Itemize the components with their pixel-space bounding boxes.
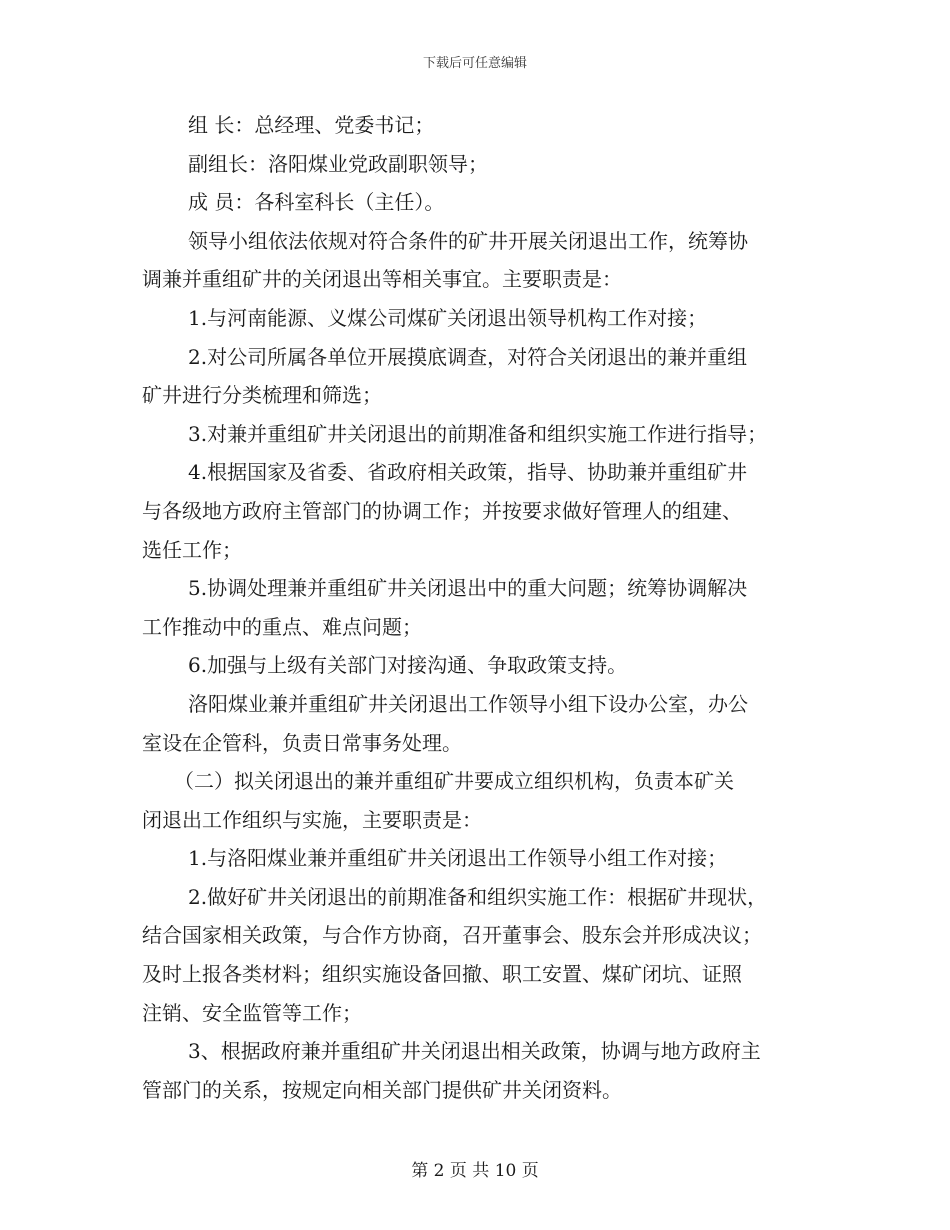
text-line: 领导小组依法依规对符合条件的矿井开展关闭退出工作，统筹协 — [188, 228, 748, 253]
text-line: 5.协调处理兼并重组矿井关闭退出中的重大问题；统筹协调解决 — [188, 576, 748, 601]
text-line: 调兼并重组矿井的关闭退出等相关事宜。主要职责是： — [142, 267, 622, 292]
text-line: 3.对兼并重组矿井关闭退出的前期准备和组织实施工作进行指导； — [188, 421, 768, 446]
text-line: 闭退出工作组织与实施，主要职责是： — [142, 807, 482, 832]
text-line: 成 员：各科室科长（主任）。 — [188, 190, 445, 215]
text-line: 2.对公司所属各单位开展摸底调查，对符合关闭退出的兼并重组 — [188, 344, 748, 369]
text-line: 3、根据政府兼并重组矿井关闭退出相关政策，协调与地方政府主 — [188, 1039, 761, 1064]
text-line: 室设在企管科，负责日常事务处理。 — [142, 730, 462, 755]
text-line: 工作推动中的重点、难点问题； — [142, 614, 422, 639]
text-line: 洛阳煤业兼并重组矿井关闭退出工作领导小组下设办公室，办公 — [188, 691, 748, 716]
text-line: 副组长：洛阳煤业党政副职领导； — [188, 151, 488, 176]
document-body — [142, 106, 814, 1109]
text-line: 1.与河南能源、义煤公司煤矿关闭退出领导机构工作对接； — [188, 305, 708, 330]
page-header: 下载后可任意编辑 — [422, 56, 527, 71]
text-line: 与各级地方政府主管部门的协调工作；并按要求做好管理人的组建、 — [142, 498, 742, 523]
text-line: 2.做好矿井关闭退出的前期准备和组织实施工作：根据矿井现状， — [188, 884, 768, 909]
text-line: 矿井进行分类梳理和筛选； — [142, 383, 382, 408]
text-line: 注销、安全监管等工作； — [142, 1000, 362, 1025]
text-line: 4.根据国家及省委、省政府相关政策，指导、协助兼并重组矿井 — [188, 460, 748, 485]
text-line: 结合国家相关政策，与合作方协商，召开董事会、股东会并形成决议； — [142, 923, 762, 948]
text-line: 6.加强与上级有关部门对接沟通、争取政策支持。 — [188, 653, 628, 678]
text-line: 1.与洛阳煤业兼并重组矿井关闭退出工作领导小组工作对接； — [188, 846, 728, 871]
text-line: 管部门的关系，按规定向相关部门提供矿井关闭资料。 — [142, 1077, 622, 1102]
text-line: 及时上报各类材料；组织实施设备回撤、职工安置、煤矿闭坑、证照 — [142, 962, 742, 987]
text-line: 组 长：总经理、党委书记； — [188, 113, 435, 137]
text-line: 选任工作； — [142, 537, 242, 562]
text-line: （二）拟关闭退出的兼并重组矿井要成立组织机构，负责本矿关 — [174, 769, 734, 794]
page-number: 第 2 页 共 10 页 — [411, 1161, 539, 1181]
